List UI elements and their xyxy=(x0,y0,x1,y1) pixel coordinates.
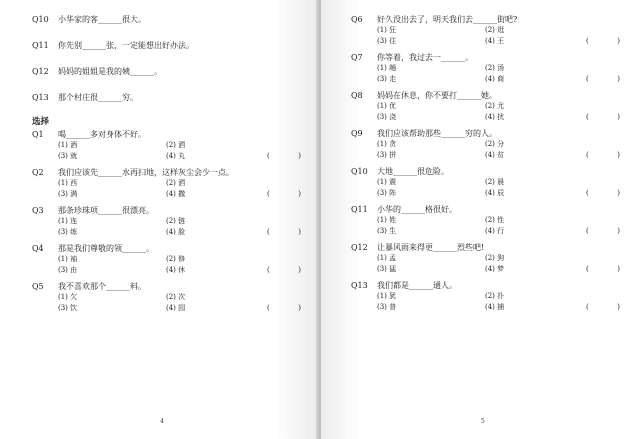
paren-open: ( xyxy=(586,227,589,235)
mcq-question xyxy=(32,281,301,314)
option[interactable]: (3) 普 xyxy=(377,303,397,311)
options xyxy=(377,139,620,161)
mcq-question xyxy=(351,242,620,275)
paren-close: ) xyxy=(298,228,301,236)
options xyxy=(58,178,301,200)
option[interactable]: (3) 走 xyxy=(377,75,397,83)
answer-box[interactable] xyxy=(586,74,620,85)
question-number: Q10 xyxy=(351,167,368,176)
paren-close: ) xyxy=(617,75,620,83)
question-number: Q6 xyxy=(351,15,363,24)
question-number: Q4 xyxy=(32,244,44,253)
question-text: 我们应该先______水再扫地，这样灰尘会少一点。 xyxy=(58,168,234,177)
paren-close: ) xyxy=(617,151,620,159)
options xyxy=(377,215,620,237)
question-text: 你先别______张，一定能想出好办法。 xyxy=(58,41,194,50)
paren-close: ) xyxy=(298,190,301,198)
option[interactable]: (2) 晨 xyxy=(485,178,505,186)
paren-open: ( xyxy=(586,303,589,311)
option[interactable]: (4) 园 xyxy=(166,304,186,312)
option[interactable]: (3) 练 xyxy=(58,228,78,236)
paren-close: ) xyxy=(617,303,620,311)
question-text: 让暴风雨来得更______烈些吧! xyxy=(377,243,485,252)
option[interactable]: (1) 狂 xyxy=(377,26,397,34)
answer-box[interactable] xyxy=(267,151,301,162)
options xyxy=(377,291,620,313)
question-text: 大地______很危险。 xyxy=(377,167,449,176)
fill-question xyxy=(32,66,301,77)
options xyxy=(58,254,301,276)
question-text: 那是我们尊敬的领______。 xyxy=(58,244,154,253)
fill-question xyxy=(32,14,301,25)
question-text: 小华家的客______很大。 xyxy=(58,15,146,24)
question-number: Q1 xyxy=(32,130,44,139)
option[interactable]: (4) 休 xyxy=(166,266,186,274)
option[interactable]: (4) 脸 xyxy=(166,228,186,236)
option[interactable]: (4) 撒 xyxy=(166,190,186,198)
right-page-content xyxy=(351,14,620,318)
option[interactable]: (1) 西 xyxy=(58,179,78,187)
option[interactable]: (3) 拼 xyxy=(377,151,397,159)
answer-box[interactable] xyxy=(267,189,301,200)
option[interactable]: (3) 浇 xyxy=(377,113,397,121)
question-number: Q9 xyxy=(351,129,363,138)
option[interactable]: (4) 商 xyxy=(485,75,505,83)
option[interactable]: (3) 阵 xyxy=(377,189,397,197)
question-number: Q8 xyxy=(351,91,363,100)
paren-close: ) xyxy=(617,37,620,45)
question-number: Q5 xyxy=(32,282,44,291)
mcq-question xyxy=(351,166,620,199)
option[interactable]: (4) 辰 xyxy=(485,189,505,197)
option[interactable]: (1) 犹 xyxy=(377,292,397,300)
answer-box[interactable] xyxy=(586,112,620,123)
question-text: 妈妈的姐姐是我的姨______。 xyxy=(58,67,162,76)
paren-open: ( xyxy=(586,37,589,45)
mcq-question xyxy=(351,14,620,47)
paren-open: ( xyxy=(586,265,589,273)
question-text: 那个村庄很______穷。 xyxy=(58,93,138,102)
paren-close: ) xyxy=(298,266,301,274)
question-text: 我不喜欢那个______料。 xyxy=(58,282,146,291)
paren-open: ( xyxy=(586,113,589,121)
paren-open: ( xyxy=(267,152,270,160)
option[interactable]: (2) 扑 xyxy=(485,292,505,300)
option[interactable]: (4) 丸 xyxy=(166,152,186,160)
option[interactable]: (4) 梦 xyxy=(485,265,505,273)
option[interactable]: (3) 满 xyxy=(58,190,78,198)
option[interactable]: (1) 酒 xyxy=(58,141,78,149)
paren-close: ) xyxy=(617,227,620,235)
mcq-question xyxy=(351,90,620,123)
option[interactable]: (2) 洒 xyxy=(166,141,186,149)
paren-open: ( xyxy=(586,189,589,197)
options xyxy=(377,101,620,123)
question-number: Q11 xyxy=(351,205,368,214)
paren-close: ) xyxy=(298,152,301,160)
option[interactable]: (3) 就 xyxy=(58,152,78,160)
page-number: 5 xyxy=(481,418,485,425)
question-number: Q13 xyxy=(32,93,49,102)
option[interactable]: (1) 连 xyxy=(58,217,78,225)
mcq-question xyxy=(32,243,301,276)
options xyxy=(377,253,620,275)
question-text: 我们应该帮助那些______穷的人。 xyxy=(377,129,497,138)
answer-box[interactable] xyxy=(267,265,301,276)
paren-open: ( xyxy=(267,304,270,312)
question-number: Q13 xyxy=(351,281,368,290)
answer-box[interactable] xyxy=(267,227,301,238)
option[interactable]: (1) 贪 xyxy=(377,140,397,148)
option[interactable]: (1) 趟 xyxy=(377,64,397,72)
options xyxy=(377,25,620,47)
option[interactable]: (1) 孟 xyxy=(377,254,397,262)
option[interactable]: (2) 汤 xyxy=(485,64,505,72)
right-page xyxy=(321,0,640,439)
option[interactable]: (1) 欠 xyxy=(58,293,78,301)
answer-box[interactable] xyxy=(267,303,301,314)
option[interactable]: (3) 往 xyxy=(377,37,397,45)
paren-open: ( xyxy=(586,151,589,159)
option[interactable]: (3) 生 xyxy=(377,227,397,235)
question-number: Q12 xyxy=(351,243,368,252)
mcq-question xyxy=(351,280,620,313)
mcq-question xyxy=(351,52,620,85)
option[interactable]: (2) 分 xyxy=(485,140,505,148)
paren-open: ( xyxy=(267,190,270,198)
mcq-question xyxy=(32,205,301,238)
question-text: 妈妈在休息，你不要打______她。 xyxy=(377,91,497,100)
paren-open: ( xyxy=(267,228,270,236)
option[interactable]: (2) 逛 xyxy=(485,26,505,34)
options xyxy=(58,140,301,162)
paren-close: ) xyxy=(298,304,301,312)
question-text: 小华的______格很好。 xyxy=(377,205,457,214)
option[interactable]: (2) 性 xyxy=(485,216,505,224)
option[interactable]: (2) 链 xyxy=(166,217,186,225)
option[interactable]: (1) 优 xyxy=(377,102,397,110)
left-page xyxy=(0,0,319,439)
option[interactable]: (1) 袖 xyxy=(58,255,78,263)
question-text: 你等着，我过去一______。 xyxy=(377,53,473,62)
question-text: 我们都是______通人。 xyxy=(377,281,457,290)
option[interactable]: (4) 王 xyxy=(485,37,505,45)
question-number: Q7 xyxy=(351,53,363,62)
answer-box[interactable] xyxy=(586,36,620,47)
question-number: Q2 xyxy=(32,168,44,177)
option[interactable]: (2) 洒 xyxy=(166,179,186,187)
mcq-question xyxy=(351,128,620,161)
question-text: 喝______多对身体不好。 xyxy=(58,130,146,139)
option[interactable]: (2) 狗 xyxy=(485,254,505,262)
answer-box[interactable] xyxy=(586,226,620,237)
options xyxy=(58,216,301,238)
question-text: 好久没出去了，明天我们去______街吧? xyxy=(377,15,518,24)
option[interactable]: (2) 次 xyxy=(166,293,186,301)
mcq-question xyxy=(32,129,301,162)
question-number: Q12 xyxy=(32,67,49,76)
options xyxy=(377,63,620,85)
page-number: 4 xyxy=(160,418,164,425)
question-number: Q10 xyxy=(32,15,49,24)
paren-open: ( xyxy=(267,266,270,274)
paren-open: ( xyxy=(586,75,589,83)
fill-question xyxy=(32,92,301,103)
option[interactable]: (3) 猛 xyxy=(377,265,397,273)
option[interactable]: (4) 扰 xyxy=(485,113,505,121)
paren-close: ) xyxy=(617,265,620,273)
mcq-question xyxy=(351,204,620,237)
options xyxy=(377,177,620,199)
answer-box[interactable] xyxy=(586,150,620,161)
paren-close: ) xyxy=(617,189,620,197)
option[interactable]: (4) 贫 xyxy=(485,151,505,159)
option[interactable]: (3) 饮 xyxy=(58,304,78,312)
fill-question xyxy=(32,40,301,51)
answer-box[interactable] xyxy=(586,264,620,275)
answer-box[interactable] xyxy=(586,188,620,199)
option[interactable]: (2) 修 xyxy=(166,255,186,263)
question-number: Q11 xyxy=(32,41,49,50)
options xyxy=(58,292,301,314)
left-page-content xyxy=(32,14,301,319)
option[interactable]: (4) 捕 xyxy=(485,303,505,311)
option[interactable]: (2) 尤 xyxy=(485,102,505,110)
question-number: Q3 xyxy=(32,206,44,215)
question-text: 那条珍珠项______很漂亮。 xyxy=(58,206,154,215)
option[interactable]: (1) 震 xyxy=(377,178,397,186)
option[interactable]: (4) 行 xyxy=(485,227,505,235)
mcq-question xyxy=(32,167,301,200)
option[interactable]: (1) 姓 xyxy=(377,216,397,224)
option[interactable]: (3) 由 xyxy=(58,266,78,274)
section-title: 选择 xyxy=(32,117,50,127)
paren-close: ) xyxy=(617,113,620,121)
answer-box[interactable] xyxy=(586,302,620,313)
